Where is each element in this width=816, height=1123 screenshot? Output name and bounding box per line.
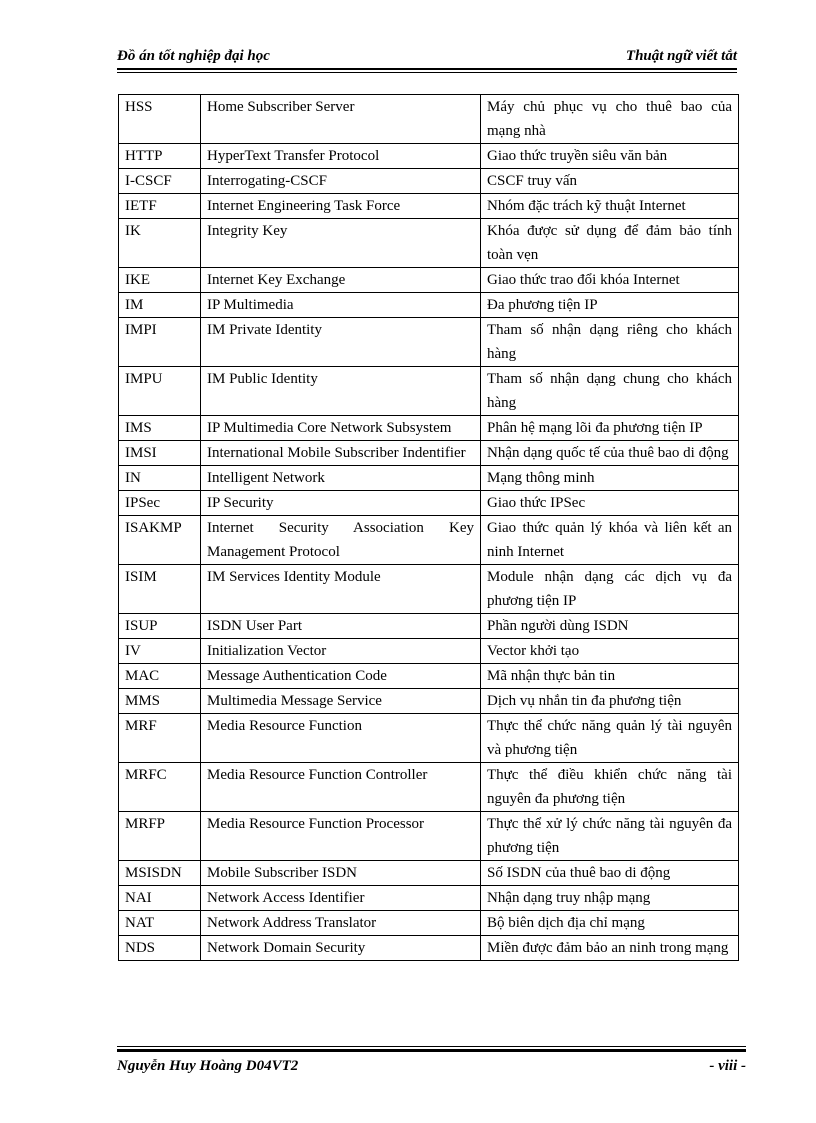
vietnamese-term-cell: Mã nhận thực bản tin: [481, 664, 739, 689]
abbr-cell: IETF: [119, 194, 201, 219]
full-term-cell: Internet Engineering Task Force: [201, 194, 481, 219]
vietnamese-term-cell: Giao thức truyền siêu văn bản: [481, 144, 739, 169]
vietnamese-term-cell: Máy chủ phục vụ cho thuê bao của mạng nhà: [481, 95, 739, 144]
abbr-cell: IPSec: [119, 491, 201, 516]
table-row: [119, 219, 739, 268]
vietnamese-term-cell: Vector khởi tạo: [481, 639, 739, 664]
full-term-cell: Internet Security Association Key Management Protocol: [201, 516, 481, 565]
abbr-cell: HTTP: [119, 144, 201, 169]
abbr-cell: IKE: [119, 268, 201, 293]
vietnamese-term-cell: Phân hệ mạng lõi đa phương tiện IP: [481, 416, 739, 441]
table-row: [119, 689, 739, 714]
table-row: [119, 416, 739, 441]
abbr-cell: MMS: [119, 689, 201, 714]
abbreviation-table-body: [119, 95, 739, 961]
full-term-cell: Media Resource Function Controller: [201, 763, 481, 812]
table-row: [119, 293, 739, 318]
abbr-cell: ISIM: [119, 565, 201, 614]
vietnamese-term-cell: Module nhận dạng các dịch vụ đa phương tiện IP: [481, 565, 739, 614]
abbr-cell: IK: [119, 219, 201, 268]
vietnamese-term-cell: CSCF truy vấn: [481, 169, 739, 194]
full-term-cell: Network Domain Security: [201, 936, 481, 961]
table-row: [119, 861, 739, 886]
vietnamese-term-cell: Nhận dạng truy nhập mạng: [481, 886, 739, 911]
abbr-cell: IMPU: [119, 367, 201, 416]
vietnamese-term-cell: Phần người dùng ISDN: [481, 614, 739, 639]
abbr-cell: MRFP: [119, 812, 201, 861]
vietnamese-term-cell: Tham số nhận dạng riêng cho khách hàng: [481, 318, 739, 367]
table-row: [119, 367, 739, 416]
abbr-cell: IMS: [119, 416, 201, 441]
footer-rule-thin: [117, 1046, 746, 1047]
full-term-cell: IP Multimedia: [201, 293, 481, 318]
table-row: [119, 194, 739, 219]
abbr-cell: MSISDN: [119, 861, 201, 886]
full-term-cell: Interrogating-CSCF: [201, 169, 481, 194]
vietnamese-term-cell: Miền được đảm bảo an ninh trong mạng: [481, 936, 739, 961]
vietnamese-term-cell: Số ISDN của thuê bao di động: [481, 861, 739, 886]
abbr-cell: MRFC: [119, 763, 201, 812]
vietnamese-term-cell: Nhóm đặc trách kỹ thuật Internet: [481, 194, 739, 219]
full-term-cell: IM Private Identity: [201, 318, 481, 367]
page-number: - viii -: [709, 1058, 746, 1074]
abbr-cell: IMPI: [119, 318, 201, 367]
footer-author: Nguyễn Huy Hoàng D04VT2: [117, 1058, 299, 1074]
table-row: [119, 516, 739, 565]
table-row: [119, 614, 739, 639]
table-row: [119, 763, 739, 812]
abbreviation-table: [118, 94, 739, 961]
abbr-cell: MRF: [119, 714, 201, 763]
full-term-cell: Message Authentication Code: [201, 664, 481, 689]
table-row: [119, 268, 739, 293]
vietnamese-term-cell: Giao thức quản lý khóa và liên kết an ninh Internet: [481, 516, 739, 565]
abbr-cell: NAI: [119, 886, 201, 911]
full-term-cell: Intelligent Network: [201, 466, 481, 491]
full-term-cell: HyperText Transfer Protocol: [201, 144, 481, 169]
abbr-cell: ISUP: [119, 614, 201, 639]
full-term-cell: Network Address Translator: [201, 911, 481, 936]
vietnamese-term-cell: Giao thức IPSec: [481, 491, 739, 516]
full-term-cell: Media Resource Function: [201, 714, 481, 763]
abbr-cell: MAC: [119, 664, 201, 689]
full-term-cell: IM Public Identity: [201, 367, 481, 416]
abbr-cell: IV: [119, 639, 201, 664]
full-term-cell: IP Multimedia Core Network Subsystem: [201, 416, 481, 441]
vietnamese-term-cell: Bộ biên dịch địa chỉ mạng: [481, 911, 739, 936]
full-term-cell: Multimedia Message Service: [201, 689, 481, 714]
table-row: [119, 169, 739, 194]
abbr-cell: HSS: [119, 95, 201, 144]
vietnamese-term-cell: Thực thể điều khiển chức năng tài nguyên đa phương tiện: [481, 763, 739, 812]
table-row: [119, 936, 739, 961]
table-row: [119, 144, 739, 169]
vietnamese-term-cell: Mạng thông minh: [481, 466, 739, 491]
page-footer: [117, 1058, 746, 1080]
abbr-cell: IN: [119, 466, 201, 491]
table-row: [119, 812, 739, 861]
vietnamese-term-cell: Nhận dạng quốc tế của thuê bao di động: [481, 441, 739, 466]
full-term-cell: Internet Key Exchange: [201, 268, 481, 293]
vietnamese-term-cell: Thực thể chức năng quản lý tài nguyên và phương tiện: [481, 714, 739, 763]
full-term-cell: International Mobile Subscriber Indentifier: [201, 441, 481, 466]
abbr-cell: NDS: [119, 936, 201, 961]
page-header: [117, 48, 737, 70]
full-term-cell: Initialization Vector: [201, 639, 481, 664]
full-term-cell: IM Services Identity Module: [201, 565, 481, 614]
header-rule: [117, 68, 737, 70]
full-term-cell: Media Resource Function Processor: [201, 812, 481, 861]
vietnamese-term-cell: Thực thể xử lý chức năng tài nguyên đa phương tiện: [481, 812, 739, 861]
table-row: [119, 886, 739, 911]
abbr-cell: IM: [119, 293, 201, 318]
vietnamese-term-cell: Dịch vụ nhắn tin đa phương tiện: [481, 689, 739, 714]
table-row: [119, 664, 739, 689]
vietnamese-term-cell: Giao thức trao đổi khóa Internet: [481, 268, 739, 293]
full-term-cell: IP Security: [201, 491, 481, 516]
footer-rule: [117, 1049, 746, 1052]
table-row: [119, 491, 739, 516]
vietnamese-term-cell: Đa phương tiện IP: [481, 293, 739, 318]
table-row: [119, 911, 739, 936]
full-term-cell: Mobile Subscriber ISDN: [201, 861, 481, 886]
full-term-cell: Network Access Identifier: [201, 886, 481, 911]
abbr-cell: NAT: [119, 911, 201, 936]
table-row: [119, 565, 739, 614]
table-row: [119, 466, 739, 491]
header-section-title: Thuật ngữ viết tắt: [625, 48, 737, 64]
table-row: [119, 95, 739, 144]
header-document-title: Đồ án tốt nghiệp đại học: [117, 48, 270, 64]
full-term-cell: Integrity Key: [201, 219, 481, 268]
abbr-cell: IMSI: [119, 441, 201, 466]
header-rule-thin: [117, 72, 737, 73]
abbr-cell: I-CSCF: [119, 169, 201, 194]
abbr-cell: ISAKMP: [119, 516, 201, 565]
vietnamese-term-cell: Tham số nhận dạng chung cho khách hàng: [481, 367, 739, 416]
table-row: [119, 639, 739, 664]
full-term-cell: ISDN User Part: [201, 614, 481, 639]
table-row: [119, 441, 739, 466]
full-term-cell: Home Subscriber Server: [201, 95, 481, 144]
table-row: [119, 714, 739, 763]
vietnamese-term-cell: Khóa được sử dụng để đảm bảo tính toàn vẹn: [481, 219, 739, 268]
table-row: [119, 318, 739, 367]
